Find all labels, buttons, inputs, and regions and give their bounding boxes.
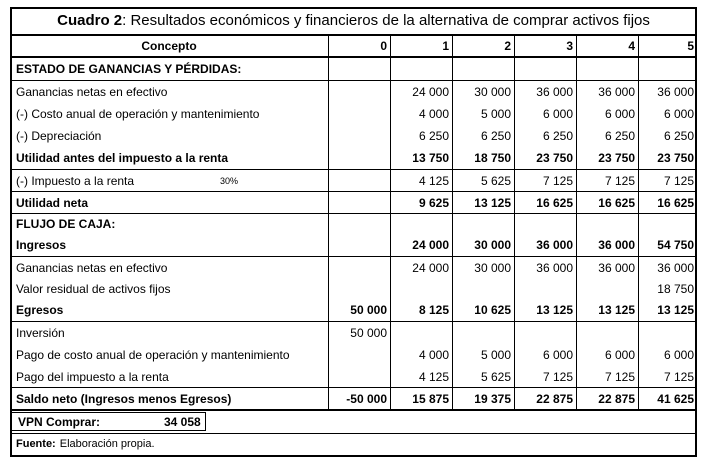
- header-year-3: 3: [566, 39, 573, 53]
- value-year-2: [452, 278, 514, 300]
- row-label: ESTADO DE GANANCIAS Y PÉRDIDAS:: [16, 62, 242, 76]
- financial-results-table: [10, 7, 697, 457]
- value-year-4: 22 875: [598, 392, 635, 406]
- header-year-5: 5: [687, 39, 694, 53]
- value-year-1: 8 125: [418, 303, 449, 317]
- value-year-3: 16 625: [536, 196, 573, 210]
- grid-line: [390, 34, 391, 411]
- value-year-4: 6 000: [604, 107, 635, 121]
- value-year-0: [328, 170, 390, 192]
- table-title: [10, 7, 697, 33]
- value-year-3: [514, 322, 576, 344]
- value-year-0: [328, 366, 390, 388]
- value-year-0: [328, 125, 390, 147]
- table-row: [10, 103, 697, 125]
- section-header-row: [10, 213, 697, 235]
- section-header-row: [10, 58, 697, 80]
- value-year-4: [576, 322, 638, 344]
- source-note: [16, 434, 155, 454]
- value-year-5: 54 750: [657, 238, 694, 252]
- row-label: Egresos: [16, 303, 64, 317]
- value-year-2: 5 000: [480, 348, 511, 362]
- value-year-5: 41 625: [657, 392, 694, 406]
- row-label: Pago del impuesto a la renta: [16, 370, 169, 384]
- value-year-1: 24 000: [412, 261, 449, 275]
- value-year-0: [328, 81, 390, 103]
- table-row: [10, 125, 697, 147]
- value-year-2: 30 000: [474, 85, 511, 99]
- value-year-3: 36 000: [536, 238, 573, 252]
- row-label: Ganancias netas en efectivo: [16, 85, 168, 99]
- value-year-3: 6 000: [542, 348, 573, 362]
- value-year-4: 36 000: [598, 238, 635, 252]
- value-year-3: 7 125: [542, 174, 573, 188]
- value-year-3: 22 875: [536, 392, 573, 406]
- row-label: FLUJO DE CAJA:: [16, 217, 116, 231]
- value-year-1: 4 125: [418, 174, 449, 188]
- value-year-0: [328, 234, 390, 256]
- value-year-5: 23 750: [657, 151, 694, 165]
- value-year-2: 6 250: [480, 129, 511, 143]
- value-year-1: 4 000: [418, 107, 449, 121]
- value-year-4: [576, 278, 638, 300]
- row-label: (-) Costo anual de operación y mantenimiento: [16, 107, 260, 121]
- value-year-2: 19 375: [474, 392, 511, 406]
- row-label: Ganancias netas en efectivo: [16, 261, 168, 275]
- row-label: Utilidad antes del impuesto a la renta: [16, 151, 229, 165]
- header-row: [10, 36, 697, 56]
- header-year-0: 0: [380, 39, 387, 53]
- value-year-3: 6 250: [542, 129, 573, 143]
- row-label: (-) Depreciación: [16, 129, 102, 143]
- value-year-3: [514, 278, 576, 300]
- grid-line: [10, 409, 697, 411]
- value-year-4: 7 125: [604, 370, 635, 384]
- row-label: Saldo neto (Ingresos menos Egresos): [16, 392, 232, 406]
- table-row: [10, 192, 697, 214]
- value-year-0: [328, 192, 390, 214]
- value-year-3: 23 750: [536, 151, 573, 165]
- table-row: [10, 257, 697, 279]
- table-row: [10, 147, 697, 169]
- value-year-4: 36 000: [598, 261, 635, 275]
- vpn-value: 34 058: [164, 414, 201, 429]
- value-year-0: [328, 257, 390, 279]
- value-year-1: 4 000: [418, 348, 449, 362]
- table-row: [10, 234, 697, 256]
- value-year-4: 16 625: [598, 196, 635, 210]
- grid-line: [10, 213, 697, 214]
- value-year-5: [638, 322, 697, 344]
- table-row: [10, 299, 697, 321]
- grid-line: [10, 56, 697, 58]
- value-year-0: [328, 103, 390, 125]
- table-row: [10, 366, 697, 388]
- value-year-5: 36 000: [657, 261, 694, 275]
- value-year-0: 50 000: [350, 303, 387, 317]
- table-row: [10, 81, 697, 103]
- value-year-0: [328, 147, 390, 169]
- row-label: Valor residual de activos fijos: [16, 282, 171, 296]
- table-row: [10, 322, 697, 344]
- table-row: [10, 344, 697, 366]
- grid-line: [10, 455, 697, 457]
- value-year-0: 50 000: [350, 326, 387, 340]
- value-year-1: 24 000: [412, 85, 449, 99]
- value-year-4: 13 125: [598, 303, 635, 317]
- value-year-5: 13 125: [657, 303, 694, 317]
- vpn-box: [10, 412, 206, 431]
- value-year-1: 4 125: [418, 370, 449, 384]
- value-year-1: 24 000: [412, 238, 449, 252]
- value-year-0: [328, 278, 390, 300]
- vpn-label: VPN Comprar:: [18, 414, 101, 429]
- source-text: Elaboración propia.: [59, 438, 155, 450]
- value-year-5: 16 625: [657, 196, 694, 210]
- grid-line: [10, 34, 697, 36]
- value-year-0: [328, 344, 390, 366]
- header-year-4: 4: [628, 39, 635, 53]
- value-year-2: 13 125: [474, 196, 511, 210]
- value-year-1: 15 875: [412, 392, 449, 406]
- grid-line: [576, 34, 577, 411]
- grid-line: [452, 34, 453, 411]
- grid-line: [10, 80, 697, 81]
- table-title-prefix: Cuadro 2: [57, 11, 123, 29]
- grid-line: [10, 433, 697, 434]
- grid-line: [10, 169, 697, 170]
- value-year-4: 23 750: [598, 151, 635, 165]
- value-year-3: 7 125: [542, 370, 573, 384]
- value-year-2: [452, 322, 514, 344]
- value-year-3: 36 000: [536, 85, 573, 99]
- header-concept: Concepto: [141, 39, 197, 53]
- value-year-5: 6 000: [663, 107, 694, 121]
- table-title-text: : Resultados económicos y financieros de la alternativa de comprar activos fijos: [122, 11, 650, 29]
- value-year-5: 18 750: [657, 282, 694, 296]
- value-year-4: 7 125: [604, 174, 635, 188]
- table-row: [10, 388, 697, 410]
- header-year-1: 1: [442, 39, 449, 53]
- value-year-1: 13 750: [412, 151, 449, 165]
- value-year-1: 6 250: [418, 129, 449, 143]
- grid-line: [10, 321, 697, 322]
- table-row: [10, 278, 697, 300]
- value-year-2: 10 625: [474, 303, 511, 317]
- header-year-2: 2: [504, 39, 511, 53]
- row-label: Utilidad neta: [16, 196, 89, 210]
- row-label: Inversión: [16, 326, 65, 340]
- value-year-3: 6 000: [542, 107, 573, 121]
- value-year-1: [390, 278, 452, 300]
- value-year-4: 36 000: [598, 85, 635, 99]
- value-year-2: 30 000: [474, 238, 511, 252]
- value-year-1: 9 625: [418, 196, 449, 210]
- value-year-1: [390, 322, 452, 344]
- value-year-2: 5 625: [480, 370, 511, 384]
- grid-line: [514, 34, 515, 411]
- value-year-2: 5 000: [480, 107, 511, 121]
- value-year-5: 6 250: [663, 129, 694, 143]
- grid-line: [10, 7, 697, 9]
- grid-line: [10, 7, 12, 456]
- value-year-5: 6 000: [663, 348, 694, 362]
- grid-line: [10, 256, 697, 257]
- value-year-5: 7 125: [663, 370, 694, 384]
- grid-line: [10, 191, 697, 192]
- value-year-5: 36 000: [657, 85, 694, 99]
- grid-line: [695, 7, 697, 456]
- table-row: [10, 170, 697, 192]
- value-year-4: 6 250: [604, 129, 635, 143]
- row-label: Ingresos: [16, 238, 67, 252]
- grid-line: [638, 34, 639, 411]
- value-year-3: 36 000: [536, 261, 573, 275]
- value-year-2: 5 625: [480, 174, 511, 188]
- value-year-2: 18 750: [474, 151, 511, 165]
- grid-line: [328, 34, 329, 411]
- value-year-3: 13 125: [536, 303, 573, 317]
- value-year-5: 7 125: [663, 174, 694, 188]
- row-label: (-) Impuesto a la renta: [16, 174, 135, 188]
- grid-line: [10, 387, 697, 388]
- row-label: Pago de costo anual de operación y mantenimiento: [16, 348, 290, 362]
- value-year-0: -50 000: [346, 392, 387, 406]
- source-label: Fuente:: [16, 438, 56, 450]
- value-year-4: 6 000: [604, 348, 635, 362]
- tax-rate: 30%: [220, 176, 239, 186]
- value-year-2: 30 000: [474, 261, 511, 275]
